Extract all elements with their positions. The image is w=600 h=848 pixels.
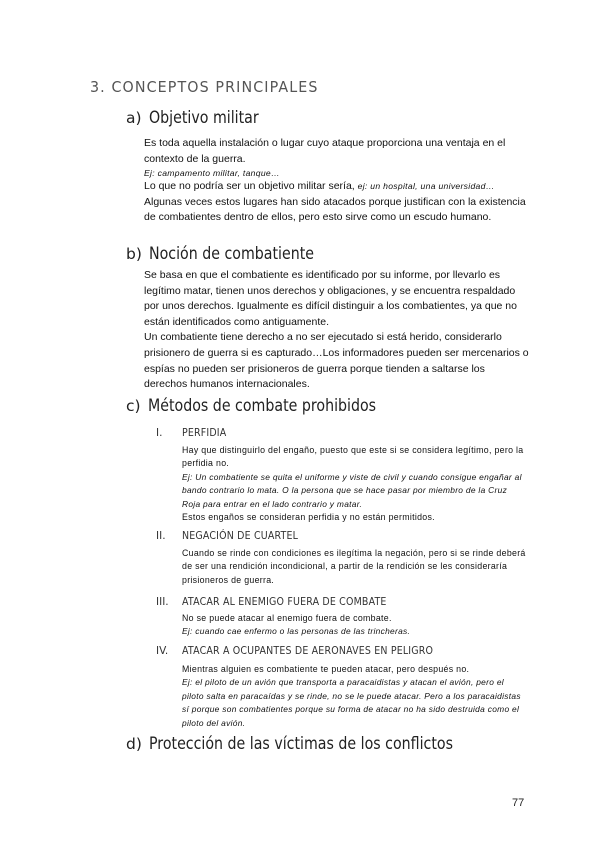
paragraph: Se basa en que el combatiente es identificado por su informe, por llevarlo es legítimo matar, tienen unos derechos y obligaciones, y se encuentra respaldado por unos derechos. Igualmente es difícil distinguir a los combatientes, ya que no están identificados como antiguamente. [144,269,517,328]
subsection-heading-d [126,734,502,753]
item-label: NEGACIÓN DE CUARTEL [182,529,299,542]
paragraph: Es toda aquella instalación o lugar cuyo ataque proporciona una ventaja en el contexto de la guerra. [144,137,506,165]
item-label: PERFIDIA [182,426,227,439]
subsection-title: Métodos de combate prohibidos [147,396,376,415]
paragraph: No se puede atacar al enemigo fuera de combate. [182,613,392,623]
example-inline: ej: un hospital, una universidad… [357,181,495,192]
item-heading-perfidia [156,426,234,439]
paragraph: Algunas veces estos lugares han sido atacados porque justifican con la existencia de combatientes dentro de ellos, pero esto sirve como un escudo humano. [144,195,526,224]
subsection-heading-c [126,396,413,415]
item-heading-aeronaves [156,644,474,657]
subsection-letter: c) [126,397,141,415]
example-text: Ej: cuando cae enfermo o las personas de las trincheras. [182,626,411,637]
item-body-perfidia [182,444,527,524]
subsection-title: Protección de las víctimas de los conflictos [148,734,453,753]
item-number: III. [156,596,169,608]
example-text: Ej: campamento militar, tanque… [144,168,280,179]
example-text: Ej: el piloto de un avión que transporta a paracaidistas y atacan el avión, pero el piloto salta en paracaídas y se rinde, no se le puede atacar. Pero a los paracaidistas sí porque son combatientes porque su forma de atacar no ha sido destruida como el piloto del avión. [182,677,521,728]
item-body-fuera-combate [182,612,527,639]
item-body-aeronaves [182,663,527,730]
paragraph [144,179,529,195]
paragraph: Mientras alguien es combatiente te pueden atacar, pero después no. [182,664,470,674]
paragraph-start: Lo que no podría ser un objetivo militar sería, [144,180,358,193]
subsection-letter: d) [126,735,142,753]
paragraph: Hay que distinguirlo del engaño, puesto que este si se considera legítimo, pero la perfidia no. [182,445,524,469]
section-title: 3. CONCEPTOS PRINCIPALES [90,78,319,96]
item-number: IV. [156,645,169,657]
subsection-title: Objetivo militar [148,108,259,127]
item-heading-negacion [156,529,317,542]
item-label: ATACAR AL ENEMIGO FUERA DE COMBATE [182,595,387,608]
paragraph: Estos engaños se consideran perfidia y no están permitidos. [182,512,435,523]
paragraph: Cuando se rinde con condiciones es ilegítima la negación, pero si se rinde deberá de ser una rendición incondicional, a partir de la rendición se les consideraría prisioneros de guerra. [182,548,526,585]
subsection-letter: a) [126,109,142,127]
item-number: I. [156,427,163,439]
subsection-b-body [144,268,529,393]
subsection-letter: b) [126,245,142,263]
subsection-heading-a [126,108,276,127]
item-number: II. [156,530,166,542]
item-body-negacion [182,547,527,587]
subsection-a-body [144,136,529,226]
item-label: ATACAR A OCUPANTES DE AERONAVES EN PELIGRO [182,644,434,657]
page-number: 77 [512,797,525,809]
example-text: Ej: Un combatiente se quita el uniforme y viste de civil y cuando consigue engañar al bando contrario lo mata. O la persona que se hace pasar por miembro de la Cruz Roja para entrar en el lado contrario y matar. [182,471,522,509]
subsection-title: Noción de combatiente [148,244,314,263]
subsection-heading-b [126,244,341,263]
item-heading-fuera-combate [156,595,420,608]
paragraph: Un combatiente tiene derecho a no ser ejecutado si está herido, considerarlo prisionero de guerra si es capturado…Los informadores pueden ser mercenarios o espías no pueden ser prisioneros de guerra porque tienden a saltarse los derechos humanos internacionales. [144,331,529,391]
